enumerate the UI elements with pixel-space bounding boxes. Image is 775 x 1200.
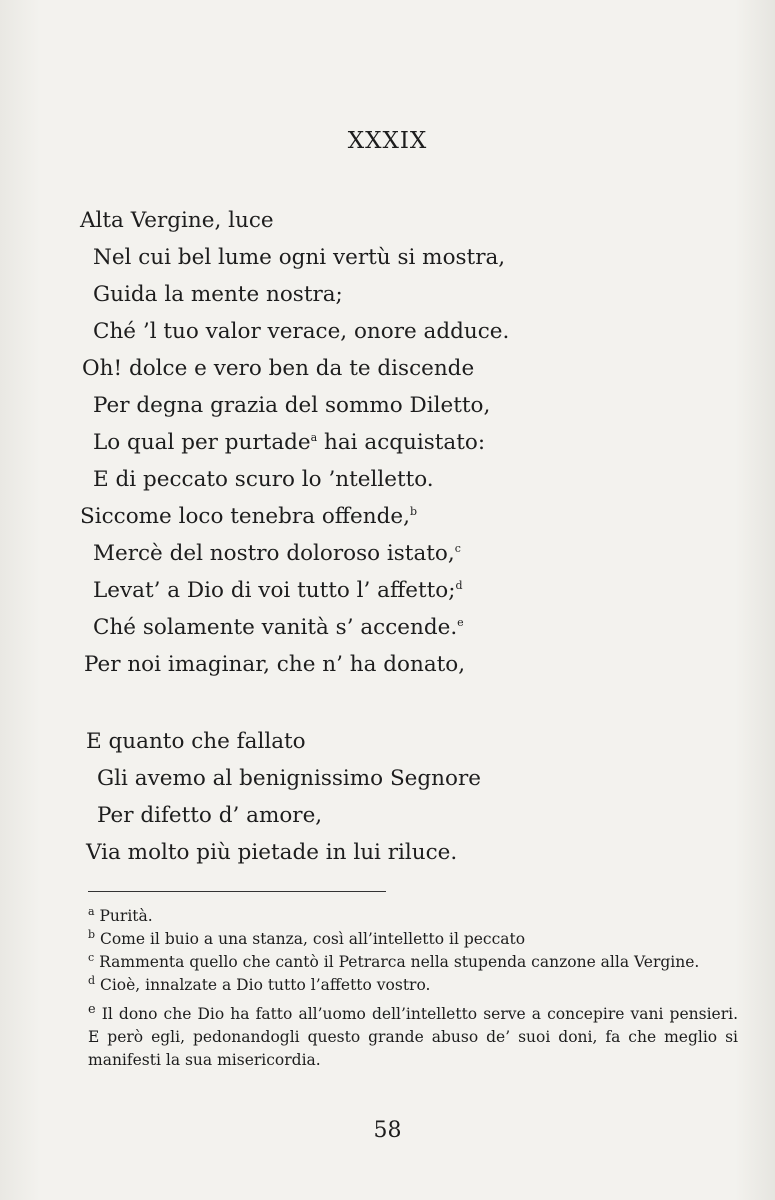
footnote — [88, 998, 738, 1072]
page-number: 58 — [373, 1118, 402, 1143]
footnote-marker: c — [454, 541, 461, 555]
verse-line — [86, 728, 306, 756]
footnote-marker: c — [88, 950, 95, 964]
verse-line — [93, 577, 463, 605]
verse-text: Per noi imaginar, che n’ ha donato, — [84, 652, 466, 677]
verse-line — [97, 802, 322, 830]
verse-text: Lo qual per purtade — [93, 430, 311, 455]
footnote-text: Come il buio a una stanza, così all’intelletto il peccato — [99, 930, 526, 948]
verse-line — [86, 839, 457, 867]
verse-text: Guida la mente nostra; — [93, 282, 343, 307]
footnote-marker: e — [457, 615, 464, 629]
verse-line — [93, 466, 434, 494]
verse-text: hai acquistato: — [317, 430, 486, 455]
poem-title: XXXIX — [347, 128, 428, 154]
verse-line — [93, 540, 461, 568]
footnote-marker: a — [88, 904, 95, 918]
verse-text: Per difetto d’ amore, — [97, 803, 323, 828]
footnote-text: Rammenta quello che cantò il Petrarca nella stupenda canzone alla Vergine. — [99, 953, 700, 971]
verse-text: E quanto che fallato — [86, 729, 306, 754]
verse-text: Oh! dolce e vero ben da te discende — [82, 356, 475, 381]
verse-text: Ché solamente vanità s’ accende. — [93, 615, 458, 640]
verse-line — [97, 765, 481, 793]
footnote-marker: b — [409, 504, 418, 518]
verse-line — [93, 429, 485, 457]
footnote — [88, 975, 430, 996]
footnote-text: Il dono che Dio ha fatto all’uomo dell’intelletto serve a concepire vani pensieri. E però egli, pedonandogli questo grande abuso de’ suoi doni, fa che meglio si manifesti la sua misericordia. — [88, 1005, 738, 1070]
verse-text: Ché ’l tuo valor verace, onore adduce. — [93, 319, 510, 344]
verse-text: Siccome loco tenebra offende, — [80, 504, 410, 529]
verse-line — [80, 207, 274, 235]
footnote — [88, 952, 699, 973]
footnote-marker: b — [88, 927, 96, 941]
footnote-marker: d — [455, 578, 463, 592]
verse-text: Via molto più pietade in lui riluce. — [86, 840, 458, 865]
verse-text: Mercè del nostro doloroso istato, — [93, 541, 455, 566]
footnote — [88, 906, 153, 927]
verse-text: Gli avemo al benignissimo Segnore — [97, 766, 481, 791]
footnote-text: Purità. — [99, 907, 153, 925]
verse-line — [93, 244, 505, 272]
verse-line — [82, 355, 474, 383]
verse-text: Per degna grazia del sommo Diletto, — [93, 393, 491, 418]
footnote-text: Cioè, innalzate a Dio tutto l’affetto vostro. — [99, 976, 431, 994]
verse-line — [93, 318, 509, 346]
verse-text: Alta Vergine, luce — [80, 208, 274, 233]
verse-line — [93, 281, 343, 309]
footnote-marker: e — [88, 1002, 96, 1017]
footnote-divider — [88, 891, 386, 892]
verse-line — [93, 614, 464, 642]
footnote — [88, 929, 525, 950]
verse-line — [93, 392, 490, 420]
verse-line — [80, 503, 417, 531]
footnote-marker: a — [310, 430, 318, 444]
verse-text: Nel cui bel lume ogni vertù si mostra, — [93, 245, 506, 270]
verse-text: Levat’ a Dio di voi tutto l’ affetto; — [93, 578, 456, 603]
verse-line — [84, 651, 465, 679]
footnote-marker: d — [88, 973, 96, 987]
verse-text: E di peccato scuro lo ’ntelletto. — [93, 467, 434, 492]
